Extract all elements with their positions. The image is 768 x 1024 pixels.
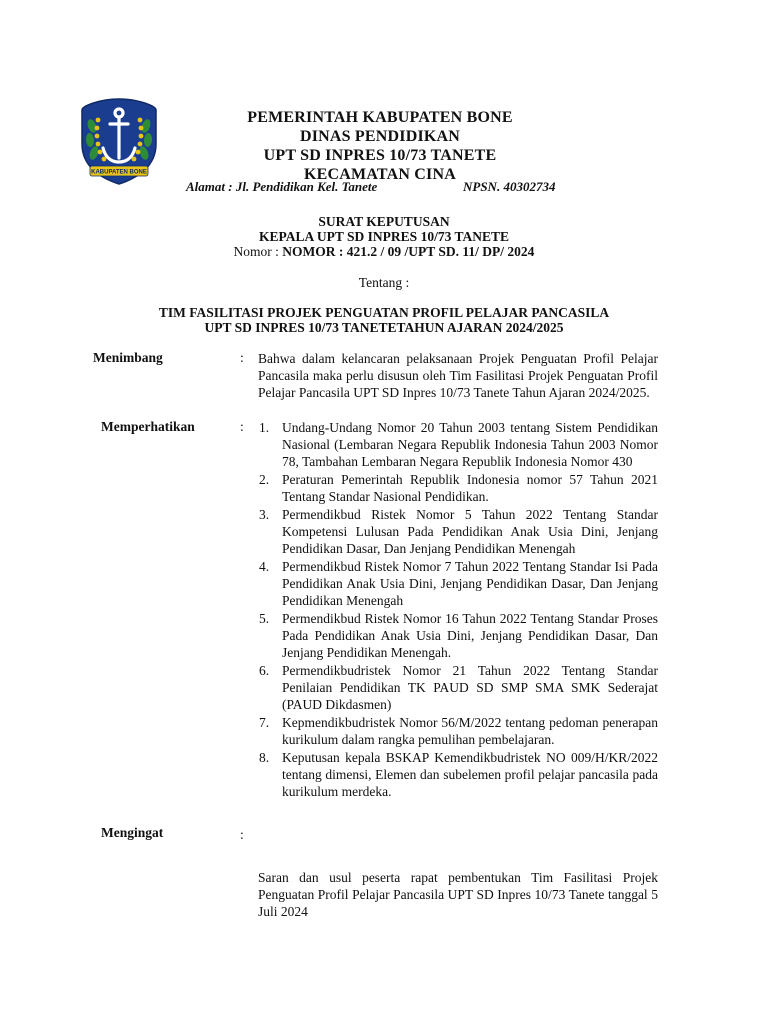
address-line [186,179,556,195]
list-item [258,419,658,470]
decree-subject-line-1: TIM FASILITASI PROJEK PENGUATAN PROFIL PELAJAR PANCASILA [158,305,610,320]
decree-title: SURAT KEPUTUSAN [318,214,450,229]
decree-number-label: Nomor : [233,244,279,259]
menimbang-colon: : [240,350,244,365]
list-item-text: Kepmendikbudristek Nomor 56/M/2022 tentang pedoman penerapan kurikulum dalam rangka pemulihan pembelajaran. [282,715,658,747]
menimbang-label: Menimbang [93,350,163,365]
list-item [258,662,658,713]
list-item-number: 2. [259,472,270,487]
list-item [258,506,658,557]
letterhead-line-3: UPT SD INPRES 10/73 TANETE [263,147,497,164]
school-address: Alamat : Jl. Pendidikan Kel. Tanete [186,179,378,194]
list-item-text: Permendikbud Ristek Nomor 16 Tahun 2022 Tentang Standar Proses Pada Pendidikan Anak Usia Dini, Jenjang Pendidikan Dasar, Dan Jenjang Pendidikan Menengah. [282,611,658,660]
mengingat-label: Mengingat [101,825,164,840]
list-item [258,714,658,748]
list-item-text: Peraturan Pemerintah Republik Indonesia nomor 57 Tahun 2021 Tentang Standar Nasional Pendidikan. [282,472,658,504]
list-item-number: 6. [259,663,270,678]
list-item-text: Permendikbud Ristek Nomor 7 Tahun 2022 Tentang Standar Isi Pada Pendidikan Anak Usia Dini, Jenjang Pendidikan Dasar, Dan Jenjang Pendidikan Menengah [282,559,658,608]
list-item-number: 1. [259,420,270,435]
decree-about-label: Tentang : [358,275,410,290]
decree-subject-line-2: UPT SD INPRES 10/73 TANETETAHUN AJARAN 2024/2025 [204,320,564,335]
regency-logo-icon [76,96,162,186]
list-item-text: Keputusan kepala BSKAP Kemendikbudristek NO 009/H/KR/2022 tentang dimensi, Elemen dan subelemen profil pelajar pancasila pada kurikulum merdeka. [282,750,658,799]
list-item-number: 4. [259,559,270,574]
list-item-number: 5. [259,611,270,626]
list-item-number: 3. [259,507,270,522]
list-item [258,558,658,609]
school-npsn: NPSN. 40302734 [463,179,556,194]
list-item [258,610,658,661]
decree-number [0,244,768,259]
menimbang-text: Bahwa dalam kelancaran pelaksanaan Projek Penguatan Profil Pelajar Pancasila maka perlu disusun oleh Tim Fasilitasi Projek Penguatan Profil Pelajar Pancasila UPT SD Inpres 10/73 Tanete Tahun Ajaran 2024/2025. [258,351,658,400]
memperhatikan-list [258,419,658,801]
list-item [258,471,658,505]
letterhead-line-1: PEMERINTAH KABUPATEN BONE [247,109,513,126]
list-item-text: Permendikbudristek Nomor 21 Tahun 2022 Tentang Standar Penilaian Pendidikan TK PAUD SD SMP SMA SMK Sederajat (PAUD Dikdasmen) [282,663,658,712]
mengingat-colon: : [240,827,244,842]
logo-banner-text: KABUPATEN BONE [91,169,147,176]
list-item-text: Permendikbud Ristek Nomor 5 Tahun 2022 Tentang Standar Kompetensi Lulusan Pada Pendidikan Anak Usia Dini, Jenjang Pendidikan Dasar, Dan Jenjang Pendidikan Menengah [282,507,658,556]
list-item-text: Undang-Undang Nomor 20 Tahun 2003 tentang Sistem Pendidikan Nasional (Lembaran Negara Republik Indonesia Tahun 2003 Nomor 78, Tambahan Lembaran Negara Republik Indonesia Nomor 430 [282,420,658,469]
memperhatikan-colon: : [240,419,244,434]
list-item-number: 8. [259,750,270,765]
decree-subtitle: KEPALA UPT SD INPRES 10/73 TANETE [259,229,509,244]
letterhead-line-4: KECAMATAN CINA [304,166,456,183]
mengingat-text: Saran dan usul peserta rapat pembentukan Tim Fasilitasi Projek Penguatan Profil Pelajar Pancasila UPT SD Inpres 10/73 Tanete tanggal 5 Juli 2024 [258,870,658,919]
memperhatikan-label: Memperhatikan [101,419,195,434]
list-item-number: 7. [259,715,270,730]
list-item [258,749,658,800]
letterhead [160,108,600,184]
decree-number-value: NOMOR : 421.2 / 09 /UPT SD. 11/ DP/ 2024 [282,244,535,259]
letterhead-line-2: DINAS PENDIDIKAN [299,128,461,145]
